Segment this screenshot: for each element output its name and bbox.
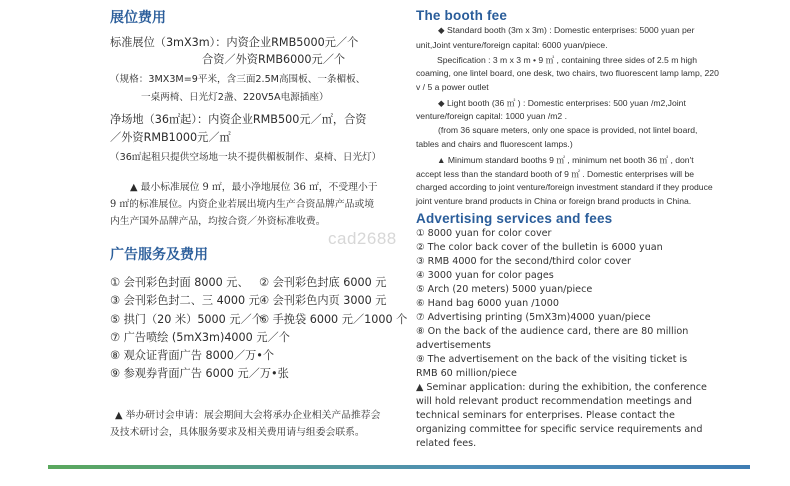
min-booth-note-en-3: charged according to joint venture/foreign investment standard if they produce <box>416 182 713 192</box>
ad-item-en-7: ⑦ Advertising printing (5mX3m)4000 yuan/piece <box>416 312 651 323</box>
standard-booth-jv-price-cn: 合资／外资RMB6000元／个 <box>202 53 346 66</box>
booth-spec-en-2: coaming, one lintel board, one desk, two chairs, two fluorescent lamp lamp, 220 <box>416 68 719 78</box>
ad-item-en-8: ⑧ On the back of the audience card, there are 80 million <box>416 326 689 337</box>
watermark-text: cad2688 <box>328 229 397 248</box>
min-booth-note-en-4: joint venture brand products in China or foreign brand products in China. <box>416 196 692 206</box>
ad-item-en-3: ③ RMB 4000 for the second/third color cover <box>416 256 631 267</box>
ad-item-en-9-cont: RMB 60 million/piece <box>416 368 517 379</box>
booth-spec-en-3: v / 5 a power outlet <box>416 82 489 92</box>
ad-item-en-2: ② The color back cover of the bulletin is 6000 yuan <box>416 242 663 253</box>
seminar-note-en: ▲ Seminar application: during the exhibition, the conference <box>416 382 707 393</box>
min-booth-note-cn-2: 9 ㎡的标准展位。内资企业若展出境内生产合资品牌产品或境 <box>110 199 375 210</box>
standard-booth-en: ◆ Standard booth (3m x 3m) : Domestic enterprises: 5000 yuan per <box>438 25 695 35</box>
light-booth-note-en: (from 36 square meters, only one space is provided, not lintel board, <box>438 125 698 135</box>
seminar-note-en-2: will hold relevant product recommendation meetings and <box>416 396 692 407</box>
standard-booth-price-cn: 标准展位（3mX3m）：内资企业RMB5000元／个 <box>110 36 359 49</box>
footer-divider-bar <box>48 465 750 469</box>
ad-item-cn-6: ⑥ 手挽袋 6000 元／1000 个 <box>259 313 408 326</box>
ad-item-cn-5: ⑤ 拱门（20 米）5000 元／个 <box>110 313 263 326</box>
light-booth-note-en-2: tables and chairs and fluorescent lamps.) <box>416 139 573 149</box>
ad-item-cn-7: ⑦ 广告喷绘 (5mX3m)4000 元／个 <box>110 331 290 344</box>
min-booth-note-cn-3: 内生产国外品牌产品，均按合资／外资标准收费。 <box>110 216 326 227</box>
ad-item-cn-1: ① 会刊彩色封面 8000 元、 <box>110 276 249 289</box>
min-booth-note-en: ▲ Minimum standard booths 9 ㎡ , minimum net booth 36 ㎡ , don't <box>437 155 694 165</box>
booth-spec-en: Specification : 3 m x 3 m • 9 ㎡ , containing three sides of 2.5 m high <box>437 55 697 65</box>
seminar-note-cn-2: 及技术研讨会，具体服务要求及相关费用请与组委会联系。 <box>110 427 365 438</box>
ad-item-en-1: ① 8000 yuan for color cover <box>416 228 552 239</box>
ad-item-cn-8: ⑧ 观众证背面广告 8000／万•个 <box>110 349 275 362</box>
light-booth-en: ◆ Light booth (36 ㎡ ) : Domestic enterprises: 500 yuan /m2,Joint <box>438 98 686 108</box>
ad-item-en-5: ⑤ Arch (20 meters) 5000 yuan/piece <box>416 284 593 295</box>
ad-item-cn-3: ③ 会刊彩色封二、三 4000 元 <box>110 294 260 307</box>
light-booth-en-2: venture/foreign capital: 1000 yuan /m2 . <box>416 111 567 121</box>
ad-item-cn-2: ② 会刊彩色封底 6000 元 <box>259 276 387 289</box>
booth-spec-cn: （规格：3MX3M=9平米，含三面2.5M高围板、一条楣板、 <box>110 74 366 85</box>
ad-services-title-cn: 广告服务及费用 <box>110 247 208 263</box>
ad-item-en-9: ⑨ The advertisement on the back of the visiting ticket is <box>416 354 688 365</box>
seminar-note-en-3: technical seminars for enterprises. Please contact the <box>416 410 675 421</box>
raw-space-note-cn: （36㎡起租只提供空场地一块不提供楣板制作、桌椅、日光灯） <box>110 152 382 163</box>
min-booth-note-cn: ▲ 最小标准展位 9 ㎡，最小净地展位 36 ㎡，不受理小于 <box>130 182 378 193</box>
raw-space-price-cn: 净场地（36㎡起）：内资企业RMB500元／㎡，合资 <box>110 113 367 126</box>
seminar-note-cn: ▲ 举办研讨会申请：展会期间大会将承办企业相关产品推荐会 <box>115 410 381 421</box>
ad-item-en-4: ④ 3000 yuan for color pages <box>416 270 554 281</box>
booth-fee-title-en: The booth fee <box>416 8 508 23</box>
ad-services-title-en: Advertising services and fees <box>416 211 613 226</box>
booth-spec-cn-cont: 一桌两椅、日光灯2盏、220V5A电源插座） <box>141 92 329 103</box>
ad-item-en-8-cont: advertisements <box>416 340 491 351</box>
seminar-note-en-4: organizing committee for specific service requirements and <box>416 424 703 435</box>
ad-item-en-6: ⑥ Hand bag 6000 yuan /1000 <box>416 298 559 309</box>
ad-item-cn-9: ⑨ 参观券背面广告 6000 元／万•张 <box>110 367 289 380</box>
ad-item-cn-4: ④ 会刊彩色内页 3000 元 <box>259 294 387 307</box>
raw-space-price-cn-cont: ／外资RMB1000元／㎡ <box>110 131 231 144</box>
standard-booth-en-2: unit,Joint venture/foreign capital: 6000 yuan/piece. <box>416 40 608 50</box>
booth-fee-title-cn: 展位费用 <box>110 10 166 26</box>
min-booth-note-en-2: accept less than the standard booth of 9 ㎡ . Domestic enterprises will be <box>416 169 695 179</box>
seminar-note-en-5: related fees. <box>416 438 477 449</box>
